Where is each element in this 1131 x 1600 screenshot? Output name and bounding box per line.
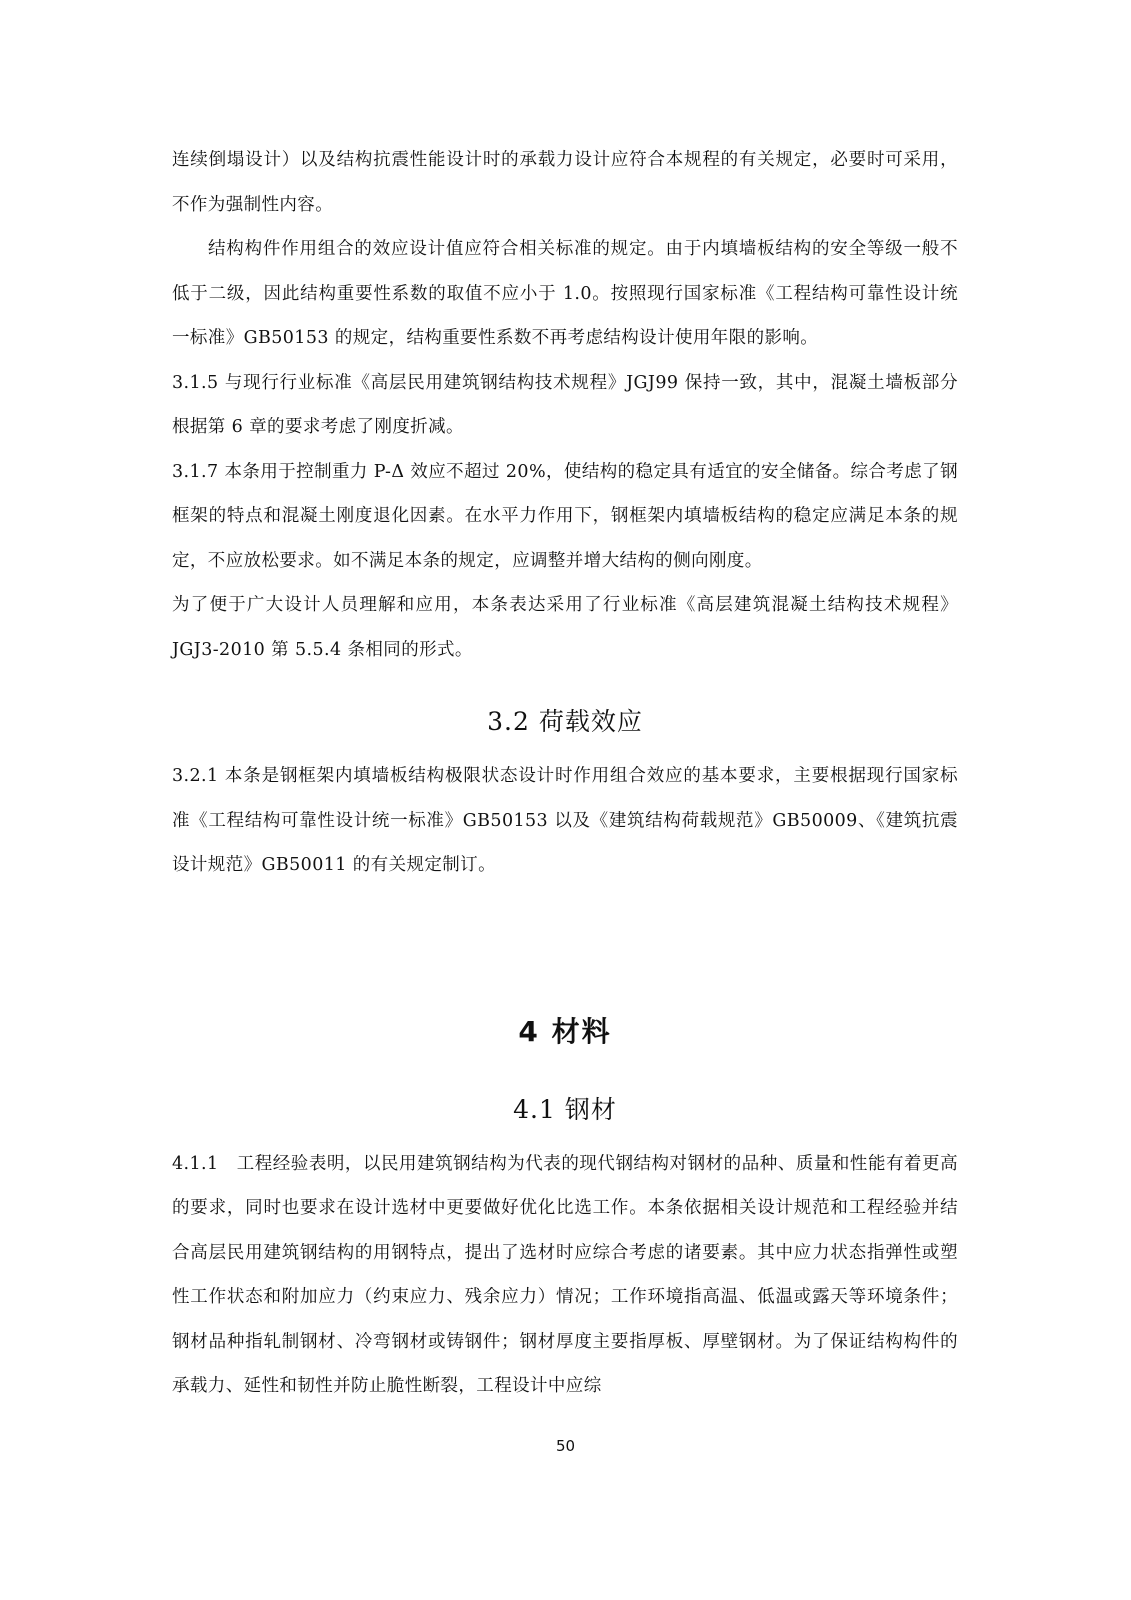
section-title-3-2: 3.2 荷载效应 — [487, 707, 643, 736]
clause-3-1-5: 3.1.5 与现行行业标准《高层民用建筑钢结构技术规程》JGJ99 保持一致，其中，混凝土墙板部分根据第 6 章的要求考虑了刚度折减。 — [172, 372, 958, 437]
paragraph-continuation: 连续倒塌设计）以及结构抗震性能设计时的承载力设计应符合本规程的有关规定，必要时可采用，不作为强制性内容。 — [172, 150, 958, 215]
paragraph-clause-3-1-7-note: 为了便于广大设计人员理解和应用，本条表达采用了行业标准《高层建筑混凝土结构技术规程》JGJ3-2010 第 5.5.4 条相同的形式。 — [172, 595, 958, 660]
section-title-4-1: 4.1 钢材 — [513, 1094, 617, 1124]
clause-4-1-1: 4.1.1 工程经验表明，以民用建筑钢结构为代表的现代钢结构对钢材的品种、质量和性能有着更高的要求，同时也要求在设计选材中更要做好优化比选工作。本条依据相关设计规范和工程经验并结合高层民用建筑钢结构的用钢特点，提出了选材时应综合考虑的诸要素。其中应力状态指弹性或塑性工作状态和附加应力（约束应力、残余应力）情况；工作环境指高温、低温或露天等环境条件；钢材品种指轧制钢材、冷弯钢材或铸钢件；钢材厚度主要指厚板、厚壁钢材。为了保证结构构件的承载力、延性和韧性并防止脆性断裂，工程设计中应综 — [172, 1153, 958, 1396]
page-number: 50 — [555, 1437, 576, 1455]
clause-3-1-7: 3.1.7 本条用于控制重力 P-Δ 效应不超过 20%，使结构的稳定具有适宜的安全储备。综合考虑了钢框架的特点和混凝土刚度退化因素。在水平力作用下，钢框架内填墙板结构的稳定应满足本条的规定，不应放松要求。如不满足本条的规定，应调整并增大结构的侧向刚度。 — [172, 461, 958, 571]
chapter-title-4: 4 材料 — [518, 1014, 612, 1048]
paragraph-load-combination: 结构构件作用组合的效应设计值应符合相关标准的规定。由于内填墙板结构的安全等级一般不低于二级，因此结构重要性系数的取值不应小于 1.0。按照现行国家标准《工程结构可靠性设计统一标准》GB50153 的规定，结构重要性系数不再考虑结构设计使用年限的影响。 — [172, 239, 958, 348]
clause-3-2-1: 3.2.1 本条是钢框架内填墙板结构极限状态设计时作用组合效应的基本要求，主要根据现行国家标准《工程结构可靠性设计统一标准》GB50153 以及《建筑结构荷载规范》GB50009、《建筑抗震设计规范》GB50011 的有关规定制订。 — [172, 766, 958, 875]
page-body — [172, 138, 958, 1409]
